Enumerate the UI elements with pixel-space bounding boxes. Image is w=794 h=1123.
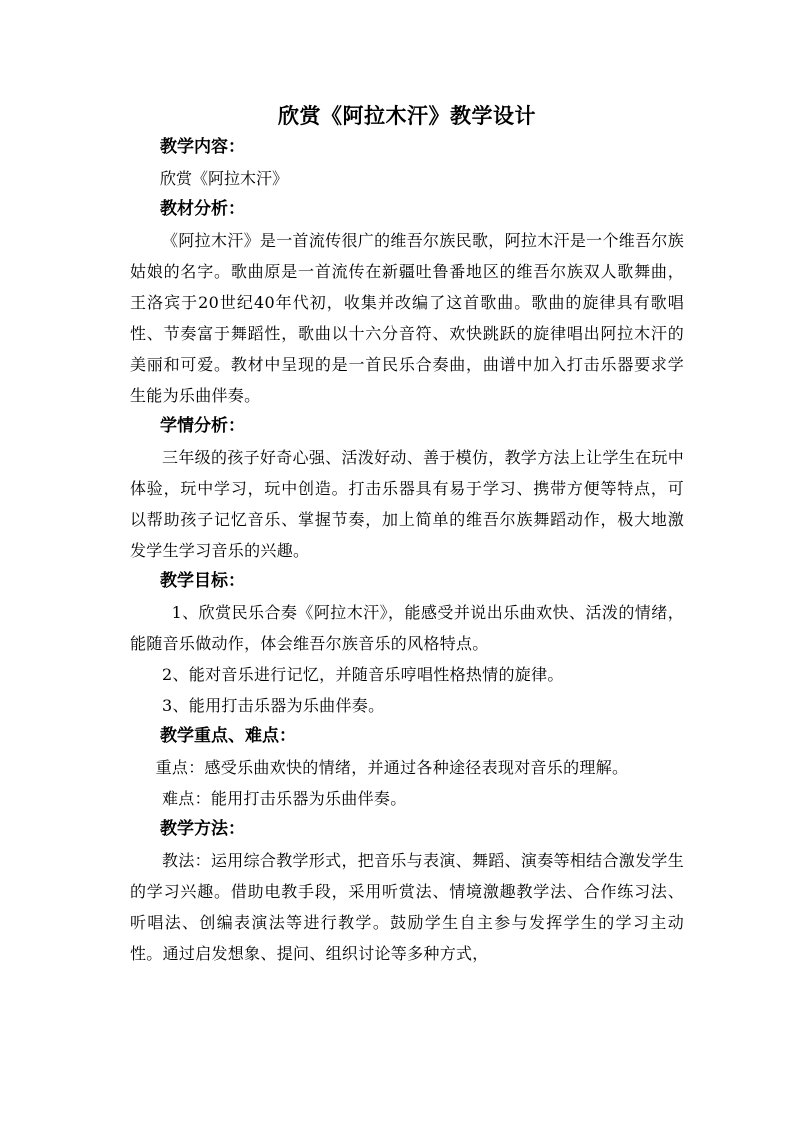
content-text: 欣赏《阿拉木汗》: [160, 169, 289, 188]
document-title: 欣赏《阿拉木汗》教学设计: [278, 103, 536, 128]
section-heading-method: 教学方法：: [160, 819, 245, 839]
section-heading-goals: 教学目标：: [160, 571, 245, 591]
section-heading-students: 学情分析：: [160, 416, 245, 436]
material-paragraph: 《阿拉木汗》是一首流传很广的维吾尔族民歌，阿拉木汗是一个维吾尔族姑娘的名字。歌曲原是一首流传在新疆吐鲁番地区的维吾尔族双人歌舞曲，王洛宾于20世纪40年代初，收集并改编了这首歌曲。歌曲的旋律具有歌唱性、节奏富于舞蹈性，歌曲以十六分音符、欢快跳跃的旋律唱出阿拉木汗的美丽和可爱。教材中呈现的是一首民乐合奏曲，曲谱中加入打击乐器要求学生能为乐曲伴奏。: [130, 231, 684, 405]
students-paragraph: 三年级的孩子好奇心强、活泼好动、善于模仿，教学方法上让学生在玩中体验，玩中学习，玩中创造。打击乐器具有易于学习、携带方便等特点，可以帮助孩子记忆音乐、掌握节奏，加上简单的维吾尔族舞蹈动作，极大地激发学生学习音乐的兴趣。: [130, 448, 684, 560]
goal-item-1: 1、欣赏民乐合奏《阿拉木汗》，能感受并说出乐曲欢快、活泼的情绪，能随音乐做动作，体会维吾尔族音乐的风格特点。: [130, 603, 684, 653]
key-point-paragraph: 重点：感受乐曲欢快的情绪，并通过各种途径表现对音乐的理解。: [155, 758, 629, 777]
section-heading-material: 教材分析：: [160, 199, 245, 219]
method-paragraph: 教法：运用综合教学形式，把音乐与表演、舞蹈、演奏等相结合激发学生的学习兴趣。借助电教手段，采用听赏法、情境激趣教学法、合作练习法、听唱法、创编表演法等进行教学。鼓励学生自主参与发挥学生的学习主动性。通过启发想象、提问、组织讨论等多种方式，: [130, 851, 684, 963]
section-heading-content: 教学内容：: [160, 137, 245, 157]
difficulty-paragraph: 难点：能用打击乐器为乐曲伴奏。: [162, 789, 407, 808]
section-heading-focus: 教学重点、难点：: [160, 726, 296, 746]
goal-item-2: 2、能对音乐进行记忆，并随音乐哼唱性格热情的旋律。: [162, 665, 564, 684]
goal-item-3: 3、能用打击乐器为乐曲伴奏。: [162, 696, 385, 715]
